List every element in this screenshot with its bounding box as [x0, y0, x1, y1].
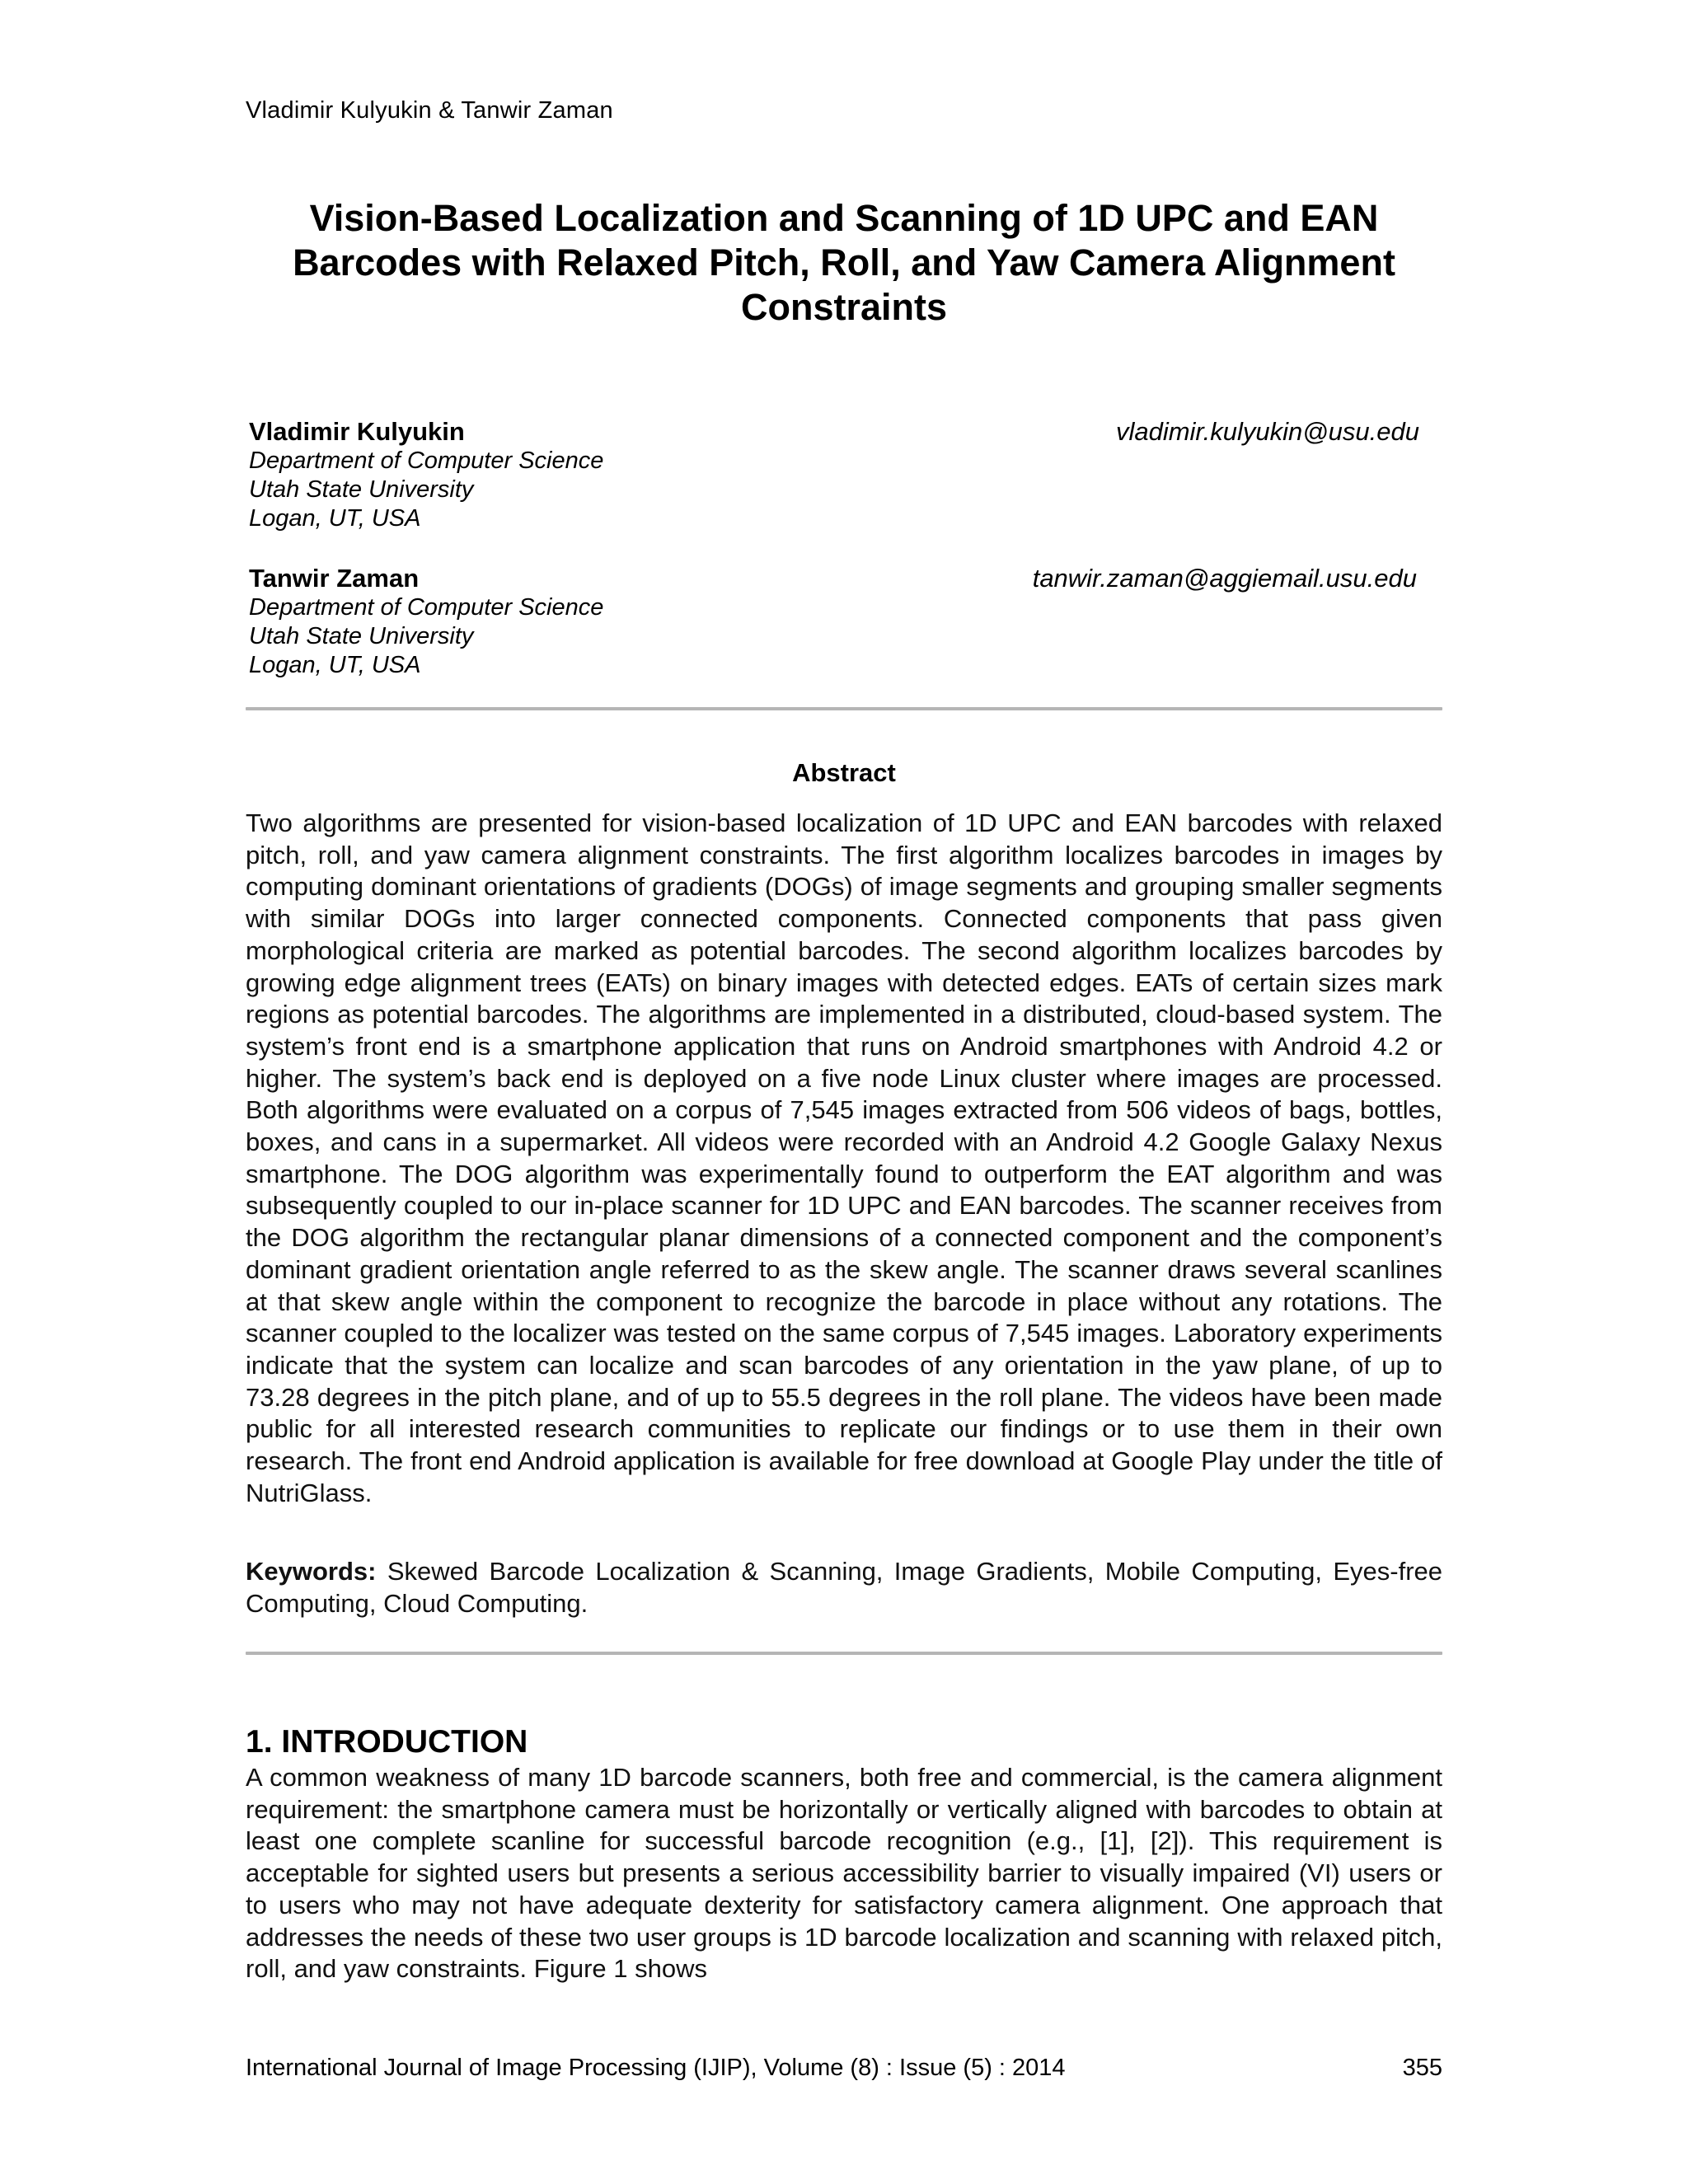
abstract-text: Two algorithms are presented for vision-based localization of 1D UPC and EAN barcodes with relaxed pitch, roll, and yaw camera alignment constraints. The first algorithm localizes barcodes in images by computing dominant orientations of gradients (DOGs) of image segments and grouping smaller segments with similar DOGs into larger connected components. Connected components that pass given morphological criteria are marked as potential barcodes. The second algorithm localizes barcodes by growing edge alignment trees (EATs) on binary images with detected edges. EATs of certain sizes mark regions as potential barcodes. The algorithms are implemented in a distributed, cloud-based system. The system’s front end is a smartphone application that runs on Android smartphones with Android 4.2 or higher. The system’s back end is deployed on a five node Linux cluster where images are processed. Both algorithms were evaluated on a corpus of 7,545 images extracted from 506 videos of bags, bottles, boxes, and cans in a supermarket. All videos were recorded with an Android 4.2 Google Galaxy Nexus smartphone. The DOG algorithm was experimentally found to outperform the EAT algorithm and was subsequently coupled to our in-place scanner for 1D UPC and EAN barcodes. The scanner receives from the DOG algorithm the rectangular planar dimensions of a connected component and the component’s dominant gradient orientation angle referred to as the skew angle. The scanner draws several scanlines at that skew angle within the component to recognize the barcode in place without any rotations. The scanner coupled to the localizer was tested on the same corpus of 7,545 images. Laboratory experiments indicate that the system can localize and scan barcodes of any orientation in the yaw plane, of up to 73.28 degrees in the pitch plane, and of up to 55.5 degrees in the roll plane. The videos have been made public for all interested research communities to replicate our findings or to use them in their own research. The front end Android application is available for free download at Google Play under the title of NutriGlass.	[246, 808, 1442, 1507]
paper-title: Vision-Based Localization and Scanning of 1D UPC and EAN Barcodes with Relaxed Pitch, Roll, and Yaw Camera Alignment Constraints	[293, 197, 1395, 328]
author-name: Vladimir Kulyukin	[249, 417, 465, 446]
horizontal-divider	[246, 707, 1442, 710]
page-footer	[246, 2054, 1442, 2082]
author-block-1	[249, 417, 1442, 533]
author-university: Utah State University	[249, 476, 474, 503]
journal-citation: International Journal of Image Processing (IJIP), Volume (8) : Issue (5) : 2014	[246, 2055, 1066, 2081]
author-location: Logan, UT, USA	[249, 505, 421, 532]
author-location: Logan, UT, USA	[249, 652, 421, 678]
author-department: Department of Computer Science	[249, 594, 604, 621]
author-email[interactable]: tanwir.zaman@aggiemail.usu.edu	[1032, 564, 1417, 593]
author-block-2	[249, 564, 1442, 680]
keywords-text: Skewed Barcode Localization & Scanning, Image Gradients, Mobile Computing, Eyes-free Computing, Cloud Computing.	[246, 1557, 1442, 1618]
page-number: 355	[1402, 2055, 1442, 2081]
author-university: Utah State University	[249, 623, 474, 649]
keywords	[246, 1556, 1442, 1619]
horizontal-divider	[246, 1652, 1442, 1655]
abstract-heading: Abstract	[792, 758, 896, 787]
section-text: A common weakness of many 1D barcode scanners, both free and commercial, is the camera alignment requirement: the smartphone camera must be horizontally or vertically aligned with barcodes to obtain at least one complete scanline for successful barcode recognition (e.g., [1], [2]). This requirement is acceptable for sighted users but presents a serious accessibility barrier to visually impaired (VI) users or to users who may not have adequate dexterity for satisfactory camera alignment. One approach that addresses the needs of these two user groups is 1D barcode localization and scanning with relaxed pitch, roll, and yaw constraints. Figure 1 shows	[246, 1763, 1442, 1984]
running-head: Vladimir Kulyukin & Tanwir Zaman	[246, 97, 613, 124]
author-email[interactable]: vladimir.kulyukin@usu.edu	[1115, 417, 1419, 446]
author-name: Tanwir Zaman	[249, 564, 420, 593]
author-department: Department of Computer Science	[249, 448, 604, 474]
section-heading: 1. INTRODUCTION	[246, 1724, 528, 1760]
keywords-label: Keywords:	[246, 1557, 377, 1586]
